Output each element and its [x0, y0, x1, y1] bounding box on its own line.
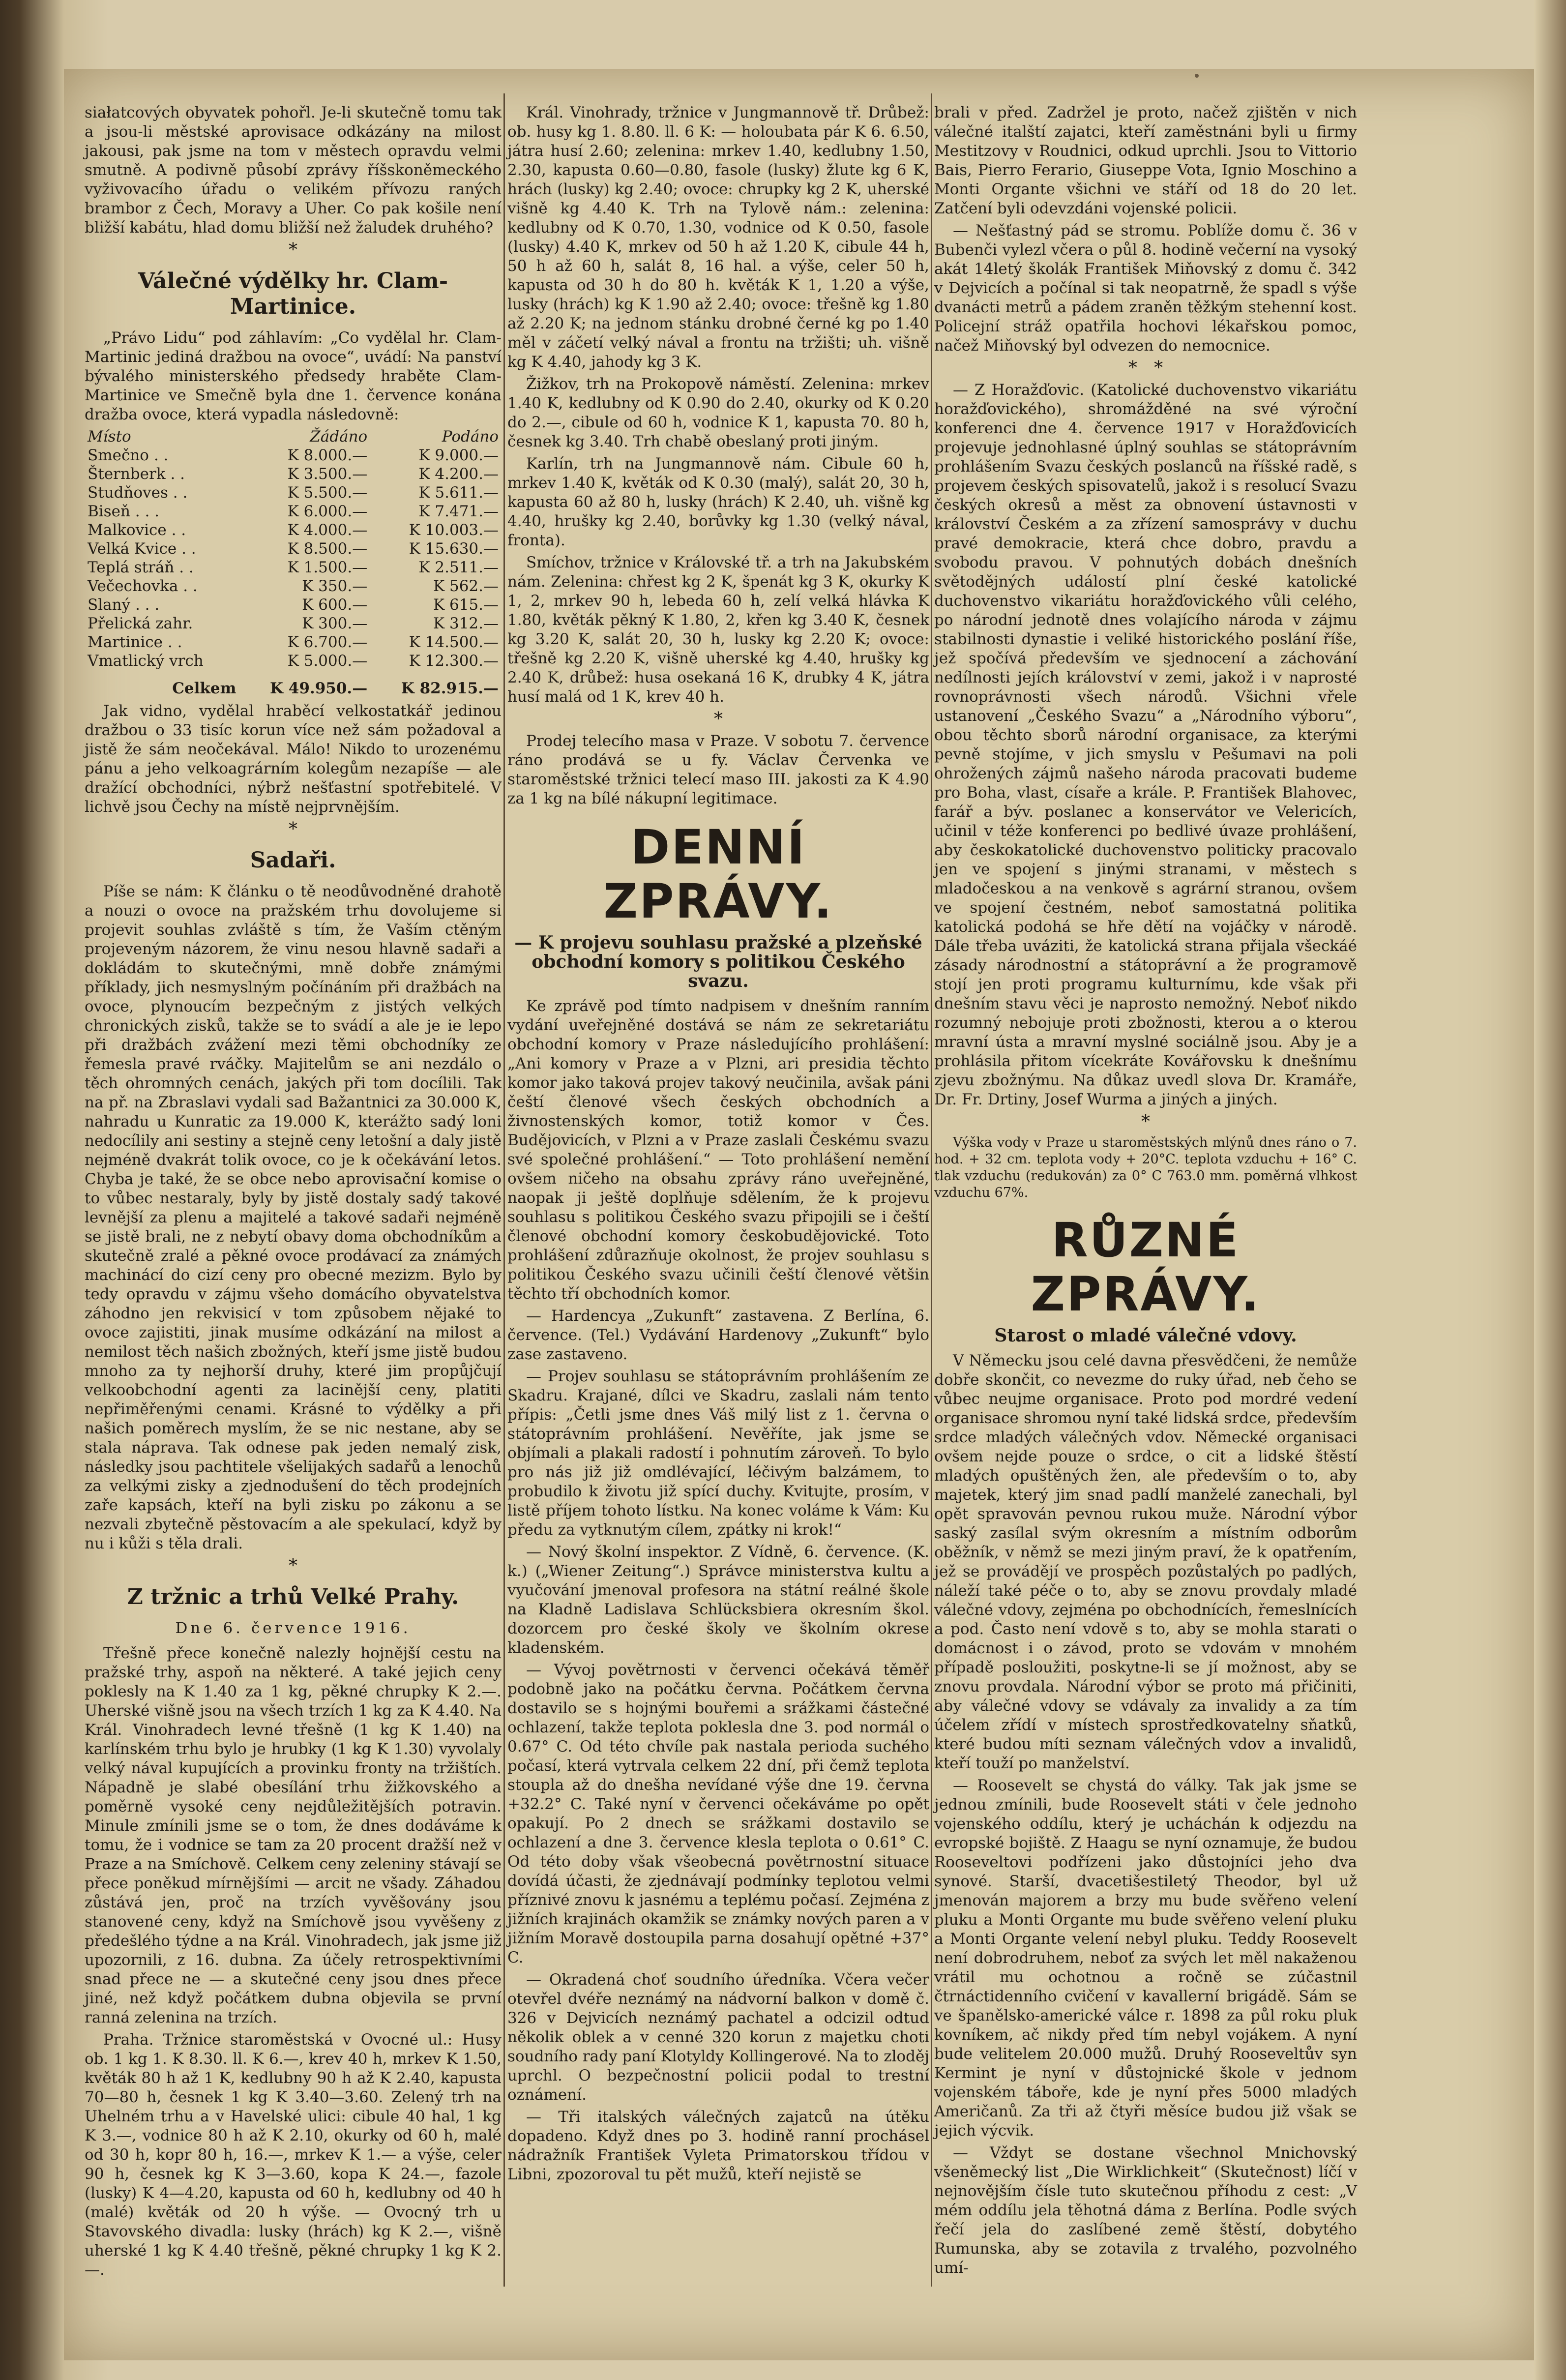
article-text: Třešně přece konečně nalezly hojnější cestu na pražské trhy, aspoň na některé. A také jejich ceny poklesly na K 1.40 za 1 kg, pěkné chrupky K 2.—. Uherské višně jsou na všech trzích 1 kg za K 4.40. Na Král. Vinohradech levné třešně (1 kg K 1.40) na karlínském trhu bylo je hrubky (1 kg K 1.30) vyvolaly velký nával kupujících a provinku fronty na tržištích. Nápadně je slabé obesílání trhu žižkovského a poměrně vysoké ceny nejdůležitějších potravin. Minule zmínili jsme se o tom, že dnes dodáváme k tomu, že i vodnice se tam za 20 procent dražší než v Praze a na Smíchově. Celkem ceny zeleniny stávají se přece poněkud mírnějšími — arcit ne všady. Záhadou zůstává jen, proč na trzích vyvěšovány jsou stanovené ceny, když na Smíchově jsou vyvěšeny z předešlého týdne a na Král. Vinohradech, jak jsme již upozornili, z 16. dubna. Za účely retrospektivními snad přece ne — a skutečné ceny jsou dnes přece jiné, než když počátkem dubna objevila se první ranná zelenina na trzích.: [85, 1644, 502, 2026]
table-cell: Smečno . .: [88, 446, 169, 464]
table-cell: K 600.—: [302, 596, 368, 614]
table-cell: K 1.500.—: [287, 559, 368, 576]
section-star: * *: [1128, 358, 1163, 378]
table-row: [85, 633, 502, 652]
article-text: Žižkov, trh na Prokopově náměstí. Zelenina: mrkev 1.40 K, kedlubny od K 0.90 do 2.40, okurky od K 0.20 do 2.—, cibule od 60 h, vodnice K 1, kapusta 70. 80 h, česnek kg 3.40. Trh chabě obeslaný proti jiným.: [507, 375, 929, 450]
table-cell: K 8.500.—: [287, 540, 368, 558]
section-star: *: [1141, 1112, 1150, 1132]
article-text: Král. Vinohrady, tržnice v Jungmannově tř. Drůbež: ob. husy kg 1. 8.80. ll. 6 K: — holoubata pár K 6. 6.50, játra husí 2.60; zelenina: mrkev 1.40, kedlubny 1.50, 2.30, kapusta 0.60—0.80, fasole (lusky) žlute kg 6 K, hrách (lusky) kg 2.40; ovoce: chrupky kg 2 K, uherské višně kg 4.40 K. Trh na Tylově nám.: zelenina: kedlubny od K 0.70, 1.30, vodnice od K 0.50, fasole (lusky) 4.40 K, mrkev od 50 h až 1.20 K, cibule 44 h, 50 h až 60 h, salát 8, 16 hal. a výše, celer 50 h, kapusta od 30 h do 80 h. květák K 1, 1.20 a výše, lusky (hrách) kg K 1.90 až 2.40; ovoce: třešně kg 1.80 až 2.20 K; na jednom stánku drobné černé kg po 1.40 měl v záčetí velký nával a frontu na tržišti; uh. višně kg K 4.40, jahody kg 3 K.: [507, 104, 929, 371]
table-total-row: [85, 670, 502, 698]
section-title-denni-zpravy: DENNÍ ZPRÁVY.: [603, 820, 833, 929]
article-text: Prodej telecího masa v Praze. V sobotu 7. července ráno prodává se u fy. Václav Červenka ve staroměstské tržnici telecí maso III. jakosti za K 4.90 za 1 kg na bílé nákupní legitimace.: [507, 732, 929, 807]
section-star: *: [289, 819, 297, 839]
table-header: Žádáno: [310, 428, 368, 446]
column-2: [507, 103, 929, 2187]
table-row: [85, 577, 502, 595]
table-cell: K 5.500.—: [287, 484, 368, 502]
table-row: [85, 558, 502, 577]
article-text: Píše se nám: K článku o tě neodůvodněné drahotě a nouzi o ovoce na pražském trhu dovolujeme si projevit souhlas zvláště s tím, že Vaším ctěným projeveným názorem, že vinu nesou hlavně sadaři a dokládám to skutečnými, mně dobře známými příklady, jich nesmyslným počínáním při dražbách na ovoce, plynoucím bezpečným z jistých velkých chronických zisků, takže se to svádí a ale je ie lepo při dražbách zvážení mezi těmi obchodníky ze řemesla pravé rváčky. Majitelům se ani nezdálo o těch ohromných cenách, jakých při tom docílili. Tak na př. na Zbraslavi vydali sad Bažantnici za 30.000 K, nahradu u Kunratic za 19.000 K, kterážto sadý loni nedocílily ani sestiny a stejně ceny letošní a daly jistě nejméně dvakrát tolik ovoce, co je k očekávání letos. Chyba je také, že se obce nebo aprovisační komise o to vůbec nestaraly, byly by jistě dostaly sadý takové levnější za plenu a majitelé a takové sadaři nejméně se jistě brali, ne z nebytí obavy doma obchodníkům a skutečně zralé a pěkné ovoce prodávací za známých machinácí do cizí ceny pro obecné mezizm. Bylo by tedy opravdu v zájmu všeho domácího obyvatelstva záhodno jen rekvisicí v tom způsobem nějaké to ovoce zajistiti, jinak musíme odkázání na milost a nemilost těch našich zbožných, kteří jsme jistě budou mnoho za ty nejhorší druhy, které jim propůjčují velkoobchodní agenti za lacinější ceny, platiti nepřiměřenými cenami. Krásné to výdělky a při našich poměrech myslím, že se nic nestane, aby se stala náprava. Tak odnese pak jeden nemalý zisk, následky jsou pachtitele všelijakých sadařů a lenochů za velkými zisky a zjednodušení do těch prodejních zaře kapsách, kteří na byli zisku po zákonu a se nezvali zbytečně pěstovacím a ale spekulací, když by nu i kůži s těla drali.: [85, 883, 502, 1552]
table-cell: K 5.611.—: [418, 484, 499, 502]
table-header: Podáno: [442, 428, 499, 446]
section-star: *: [289, 1556, 297, 1576]
article-text: — Tři italských válečných zajatců na útěku dopadeno. Když dnes po 3. hodině ranní prochásel nádražník František Vyleta Primatorskou třídou v Libni, zpozoroval tu pět mužů, kteří nejistě se: [507, 2108, 929, 2183]
table-cell: Večechovka . .: [88, 577, 198, 595]
column-rule-2: [931, 93, 932, 2287]
table-cell: K 12.300.—: [409, 652, 499, 670]
column-rule-1: [503, 93, 505, 2287]
article-text: Smíchov, tržnice v Královské tř. a trh na Jakubském nám. Zelenina: chřest kg 2 K, špenát kg 3 K, okurky K 1, 2, mrkev 90 h, lebeda 60 h, zelí velká hlávka K 1.80, květák pěkný K 1.80, 2, křen kg 3.40 K, česnek kg 3.20 K, salát 20, 30 h, lusky kg 2.20 K; ovoce: třešně kg 2.20 K, višně uherské kg 4.40, hrušky kg 2.40 K, drůbež: husa osekaná 16 K, drubky 4 K, játra husí malá od 1 K, krev 40 h.: [507, 554, 929, 706]
table-row: [85, 465, 502, 483]
column-3: [934, 103, 1357, 2281]
article-text: — Nový školní inspektor. Z Vídně, 6. července. (K. k.) („Wiener Zeitung“.) Správce ministerstva kultu a vyučování jmenoval profesora na státní reálné škole na Kladně Ladislava Schlücksbiera okresním škol. dozorcem pro české školy ve školním okrese kladenském.: [507, 1543, 929, 1657]
article-text: Karlín, trh na Jungmannově nám. Cibule 60 h, mrkev 1.40 K, květák od K 0.30 (malý), salát 20, 30 h, kapusta 60 až 80 h, lusky (hrách) K 2.40, uh. višně kg 4.40, hrušky kg 2.40, borůvky kg 1.30 (velký nával, fronta).: [507, 455, 929, 549]
article-text: — Roosevelt se chystá do války. Tak jak jsme se jednou zmínili, bude Roosevelt státi v čele jednoho vojenského oddílu, který je ucháchán k odjezdu na evropské bojiště. Z Haagu se nyní oznamuje, že budou Rooseveltovi podřízeni jako důstojníci jeho dva synové. Starší, dvacetišestiletý Theodor, byl už jmenován majorem a brzy mu bude svěřeno velení pluku a Monti Organte mu bude svěřeno velení pluku a Monti Organte velení nebyl pluku. Teddy Roosevelt není dobrodruhem, neboť za svých let měl nakaženou vrátil mu ochotnou a ročně se zúčastnil čtrnáctidenního cvičení v kavallerní brigádě. Sám se ve španělsko-americké válce r. 1898 za půl roku pluk kovníkem, ač nikdy před tím nebyl vojákem. A nyní bude velitelem 20.000 mužů. Druhý Rooseveltův syn Kermint je nyní v důstojnické škole v jednom vojenském táboře, kde je nyní přes 5000 mladých Američanů. Za tři až čtyři měsíce budou již však se jejich výcvik.: [934, 1777, 1357, 2140]
table-cell: K 49.950.—: [270, 680, 368, 697]
table-cell: Biseň . . .: [88, 503, 160, 520]
ink-speck: [1195, 74, 1199, 78]
table-row: [85, 614, 502, 633]
section-star: *: [714, 709, 723, 729]
article-text: — Projev souhlasu se státoprávním prohlášením ze Skadru. Krajané, dílci ve Skadru, zaslali nám tento přípis: „Četli jsme dnes Váš milý list z 1. června o státoprávním prohlášení. Nevěříte, jak jsme se objímali a plakali radostí i pohnutím zároveň. To bylo pro nás již již omdlévající, léčivým balzámem, to probudilo k životu již spící duchy. Kvitujte, prosím, v listě příjem tohoto lístku. Na konec voláme k Vám: Ku předu za vytknutým cílem, zpátky ni krok!“: [507, 1368, 929, 1539]
article-text: Jak vidno, vydělal hraběcí velkostatkář jedinou dražbou o 33 tisíc korun více než sám požadoval a jistě že sám neočekával. Málo! Nikdo to urozenému pánu a jeho velkoagrárním kolegům nezapíše — ale dražící obchodníci, nýbrž nešťastní spotřebitelé. V lichvě jsou Čechy na místě nejprvnějším.: [85, 702, 502, 816]
table-cell: Velká Kvice . .: [88, 540, 196, 558]
page-edge: [1534, 0, 1566, 2380]
dateline: Dne 6. července 1916.: [175, 1619, 411, 1637]
table-cell: K 312.—: [433, 615, 499, 632]
table-cell: K 300.—: [302, 615, 368, 632]
article-text: — Vždyt se dostane všechnol Mnichovský všeněmecký list „Die Wirklichkeit“ (Skutečnost) líčí v nejnovějším čísle tuto skutečnou příhodu z cest: „V mém oddílu jela těhotná dáma z Berlína. Podle svých řečí jela do zaslíbené země štěstí, dobytého Rumunska, aby se zotavila z trvalého, pozvolného umí-: [934, 2144, 1357, 2277]
table-cell: K 15.630.—: [409, 540, 499, 558]
article-text: V Německu jsou celé davna přesvědčeni, že nemůže dobře skončit, co nevezme do ruky úřad, neb čeho se vůbec neujme organisace. Proto pod mordré vedení organisace shromou nyní také lidská srdce, především srdce mladých válečných vdov. Německé organisaci ovšem nejde pouze o srdce, o cit a lidské štěstí mladých opuštěných žen, ale především o to, aby majetek, který jim snad padlí manželé zanechali, byl opět spravován pevnou rukou muže. Národní výbor saský zasílal svým okresním a místním odborům oběžník, v němž se mezi jiným praví, že k opatřením, jež se provádějí ve prospěch pozůstalých po padlých, náleží také péče o to, aby se znovu provdaly mladé válečné vdovy, zejména po obchodnících, řemeslnících a pod. Často není vdově s to, aby se mohla starati o domácnost i o závod, proto se vdovám v mnohém případě posloužiti, poskytne-li se jí možnost, aby se znovu provdala. Národní výbor se proto má přičiniti, aby válečné vdovy se vdávaly za invalidy a za tím účelem zřídí v místech sprostředkovatelny sňatků, které budou míti seznam válečných vdov a invalidů, kteří touží po manželství.: [934, 1352, 1357, 1772]
table-cell: Studňoves . .: [88, 484, 188, 502]
article-text: Ke zprávě pod tímto nadpisem v dnešním ranním vydání uveřejněné dostává se nám ze sekretariátu obchodní komory v Praze následujícího prohlášení: „Ani komory v Praze a v Plzni, ari presidia těchto komor jako taková projev takový neučinila, avšak páni čeští členové všech českých obchodních a živnostenských komor, totiž komor v Čes. Budějovicích, v Plzni a v Praze zaslali Českému svazu své společné prohlášení.“ — Toto prohlášení nemění ovšem ničeho na obsahu zprávy ráno uveřejněné, naopak ji ještě doplňuje sdělením, že k projevu souhlasu s politikou Českého svazu připojili se i čeští členové obchodní komory českobudějovické. Toto prohlášení zdůrazňuje okolnost, že projev souhlasu s politikou Českého svazu učinili čeští členové většin těchto tří obchodních komor.: [507, 997, 929, 1303]
table-header: Místo: [88, 428, 131, 446]
table-cell: K 7.471.—: [418, 503, 499, 520]
table-cell: K 3.500.—: [287, 465, 368, 483]
table-cell: Malkovice . .: [88, 521, 186, 539]
article-text: — Vývoj povětrnosti v červenci očekává těměř podobně jako na počátku června. Počátkem června dostavilo se s hojnými bouřemi a srážkami částečné ochlazení, takže teplota poklesla dne 3. pod normál o 0.67° C. Od této chvíle pak nastala perioda suchého počasí, která vytrvala celkem 22 dní, při čemž teplota stoupla až do dnešha nevídané výše dne 19. června +32.2° C. Také nyní v červenci očekáváme po opět opakují. Po 2 dnech se srážkami dostavilo se ochlazení a dne 3. července klesla teplota o 0.61° C. Od této doby však všeobecná povětrnostní situace dovídá účasti, že zjednávají podmínky teplotou velmi příznivé znovu k jasnému a teplému počasí. Zejména z jižních krajinách okamžik se známky nových paren a v jižním Moravě dostoupila parna dosahují opětné +37° C.: [507, 1661, 929, 1966]
article-text: — Okradená choť soudního úředníka. Včera večer otevřel dvéře neznámý na nádvorní balkon v domě č. 326 v Dejvicích neznámý pachatel a odcizil odtud několik oblek a v cenné 320 korun z majetku choti soudního rady paní Klotyldy Kollingerové. Na to zloděj uprchl. O bezpečnostní policii podal to trestní oznámení.: [507, 1971, 929, 2104]
table-row: [85, 521, 502, 539]
table-cell: K 5.000.—: [287, 652, 368, 670]
section-title-ruzne-zpravy: RŮZNÉ ZPRÁVY.: [1031, 1213, 1261, 1322]
table-cell: Slaný . . .: [88, 596, 160, 614]
table-cell: Martinice . .: [88, 633, 182, 651]
water-level-report: Výška vody v Praze u staroměstských mlýnů dnes ráno o 7. hod. + 32 cm. teplota vody + 20°C. teplota vzduchu + 16° C. tlak vzduchu (redukován) za 0° C 763.0 mm. poměrná vlhkost vzduchu 67%.: [934, 1135, 1357, 1200]
article-text: siałatcových obyvatek pohořl. Je-li skutečně tomu tak a jsou-li městské aprovisace odkázány na milost jakousi, pak jsme na tom v městech opravdu velmi smutně. A podivně působí zprávy říšskoněmeckého vyživovacího úřadu o velikém přívozu raných brambor z Čech, Moravy a Uher. Co pak košile není bližší kabátu, hlad domu bližší než žaludek druhého?: [85, 104, 502, 237]
section-star: *: [289, 240, 297, 260]
table-cell: K 6.700.—: [287, 633, 368, 651]
table-cell: K 562.—: [433, 577, 499, 595]
table-cell: Teplá stráň . .: [88, 559, 194, 576]
headline-z-trznic: Z tržnic a trhů Velké Prahy.: [127, 1584, 459, 1609]
table-cell: K 14.500.—: [409, 633, 499, 651]
table-row: [85, 483, 502, 502]
article-text: — Z Horažďovic. (Katolické duchovenstvo vikariátu horažďovického), shromážděné na své výroční konferenci dne 4. července 1917 v Horažďovicích projevuje jednohlasné úplný souhlas se státoprávním prohlášením Svazu českých poslanců na říšské radě, s projevem českých spisovatelů, jakož i s resolucí Svazu českých okresů a měst za obnovení ústavnosti v království Českém a za zřízení samosprávy v duchu pravé demokracie, která chce dobro, pravdu a svobodu pravou. V pohnutých dobách dnešních světodějných událostí plní české katolické duchovenstvo vikariátu horažďovického vůli celého, po národní jednotě dnes volajícího národa v zájmu stabilnosti dynastie i veliké historického poslání říše, jež spočívá především ve sjednocení a záchování nedílnosti jejích království v zemi, jakož i v naprosté rovnoprávnosti všech národů. Všichni vřele ustanovení „Českého Svazu“ a „Národního výboru“, obou těchto sborů národní organisace, za kterými pevně stojíme, v jich smyslu v Pešumavi na poli ohrožených zájmů našeho národa pracovati budeme pro Boha, vlast, císaře a krále. P. František Blahovec, farář a býv. poslanec a konservátor ve Velericích, učinil v téže konferenci po bedlivé úvaze prohlášení, aby českokatolické duchovenstvo politicky pracovalo jen ve spojení s jinými stranami, v městech s mladočeskou a na venkově s agrární stranou, ovšem ve spojení čestném, neboť samostatná politika katolická podohá se hře dětí na vojáčky v národě. Dále třeba uváziti, že katolická strana přijala všeckáé zásady národnostní a státoprávní a že programově stojí jen proti programu kulturnímu, kde však při dnešním stavu věci je naprosto nemožný. Neboť nikdo rozumný nebojuje proti zbožnosti, kterou a o kterou mravní ústa a mravní myslné sociálně jsou. Aby je a prohlásila přitom vícekráte Kovářovsku k dnešnímu zjevu zbožnýmu. Na důkaz uvedl slova Dr. Kramáře, Dr. Fr. Drtiny, Josef Wurma a jiných a jiných.: [934, 381, 1357, 1108]
table-row: [85, 446, 502, 465]
table-cell: K 2.511.—: [418, 559, 499, 576]
table-row: [85, 502, 502, 521]
headline-sadari: Sadaři.: [250, 848, 336, 873]
table-row: [85, 595, 502, 614]
table-cell: K 350.—: [302, 577, 368, 595]
article-text: — Hardencya „Zukunft“ zastavena. Z Berlína, 6. července. (Tel.) Vydávání Hardenovy „Zukunft“ bylo zase zastaveno.: [507, 1307, 929, 1363]
article-subheadline: — K projevu souhlasu pražské a plzeňské obchodní komory s politikou Českého svazu.: [514, 932, 922, 991]
article-subheadline: Starost o mladé válečné vdovy.: [994, 1325, 1297, 1346]
table-cell: K 82.915.—: [401, 680, 499, 697]
table-cell: Vmatlický vrch: [88, 652, 204, 670]
table-cell: K 4.200.—: [418, 465, 499, 483]
article-text: „Právo Lidu“ pod záhlavím: „Co vydělal hr. Clam-Martinic jediná dražbou na ovoce“, uvádí: Na panství bývalého ministerského předsedy hraběte Clam-Martinice ve Smečně byla dne 1. července konána dražba ovoce, která vypadla následovně:: [85, 329, 502, 423]
article-text: — Nešťastný pád se stromu. Poblíže domu č. 36 v Bubenči vylezl včera o půl 8. hodině večerní na vysoký akát 14letý školák František Miňovský z domu č. 342 v Dejvicích a počínal si tak neopatrně, že spadl s výše dvanácti metrů a pádem zraněn těžkým stehenní kost. Policejní stráž opatřila hochovi lékařskou pomoc, načež Miňovský byl odvezen do nemocnice.: [934, 222, 1357, 355]
table-cell: K 4.000.—: [287, 521, 368, 539]
article-text: brali v před. Zadržel je proto, načež zjištěn v nich válečné italští zajatci, kteří zaměstnáni byli u firmy Mestitzovy v Roudnici, odkud uprchli. Jsou to Vittorio Bais, Pierro Ferario, Giuseppe Vota, Ignio Moschino a Monti Organte všichni ve stáří od 18 do 20 let. Zatčení byli odevzdáni vojenské policii.: [934, 104, 1357, 217]
table-cell: K 10.003.—: [409, 521, 499, 539]
headline-valecne-vydelky: Válečné výdělky hr. Clam-Martinice.: [138, 268, 448, 319]
table-cell: Přelická zahr.: [88, 615, 193, 632]
auction-table: [85, 427, 502, 698]
table-cell: Celkem: [172, 680, 236, 697]
article-text: Praha. Tržnice staroměstská v Ovocné ul.: Husy ob. 1 kg 1. K 8.30. ll. K 6.—, krev 40 h, mrkev K 1.50, květák 80 h až 1 K, kedlubny 90 h až K 2.40, kapusta 70—80 h, česnek 1 kg K 3.40—3.60. Zelený trh na Uhelném trhu a v Havelské ulici: cibule 40 hal, 1 kg K 3.—, vodnice 80 h až K 2.10, okurky od 60 h, malé od 30 h, kopr 80 h, 16.—, mrkev K 1.— a výše, celer 90 h, česnek kg K 3—3.60, kopa K 24.—, fazole (lusky) K 4—4.20, kapusta od 60 h, kedlubny od 40 h (malé) květák od 20 h výše. — Ovocný trh u Stavovského divadla: lusky (hrách) kg K 2.—, višně uherské 1 kg K 4.40 třešně, pěkné chrupky 1 kg K 2.—.: [85, 2031, 502, 2279]
table-cell: K 8.000.—: [287, 446, 368, 464]
table-cell: K 9.000.—: [418, 446, 499, 464]
table-row: [85, 652, 502, 670]
table-cell: K 615.—: [433, 596, 499, 614]
column-1: [85, 103, 502, 2283]
table-row: [85, 539, 502, 558]
table-cell: Šternberk . .: [88, 465, 185, 483]
table-cell: K 6.000.—: [287, 503, 368, 520]
